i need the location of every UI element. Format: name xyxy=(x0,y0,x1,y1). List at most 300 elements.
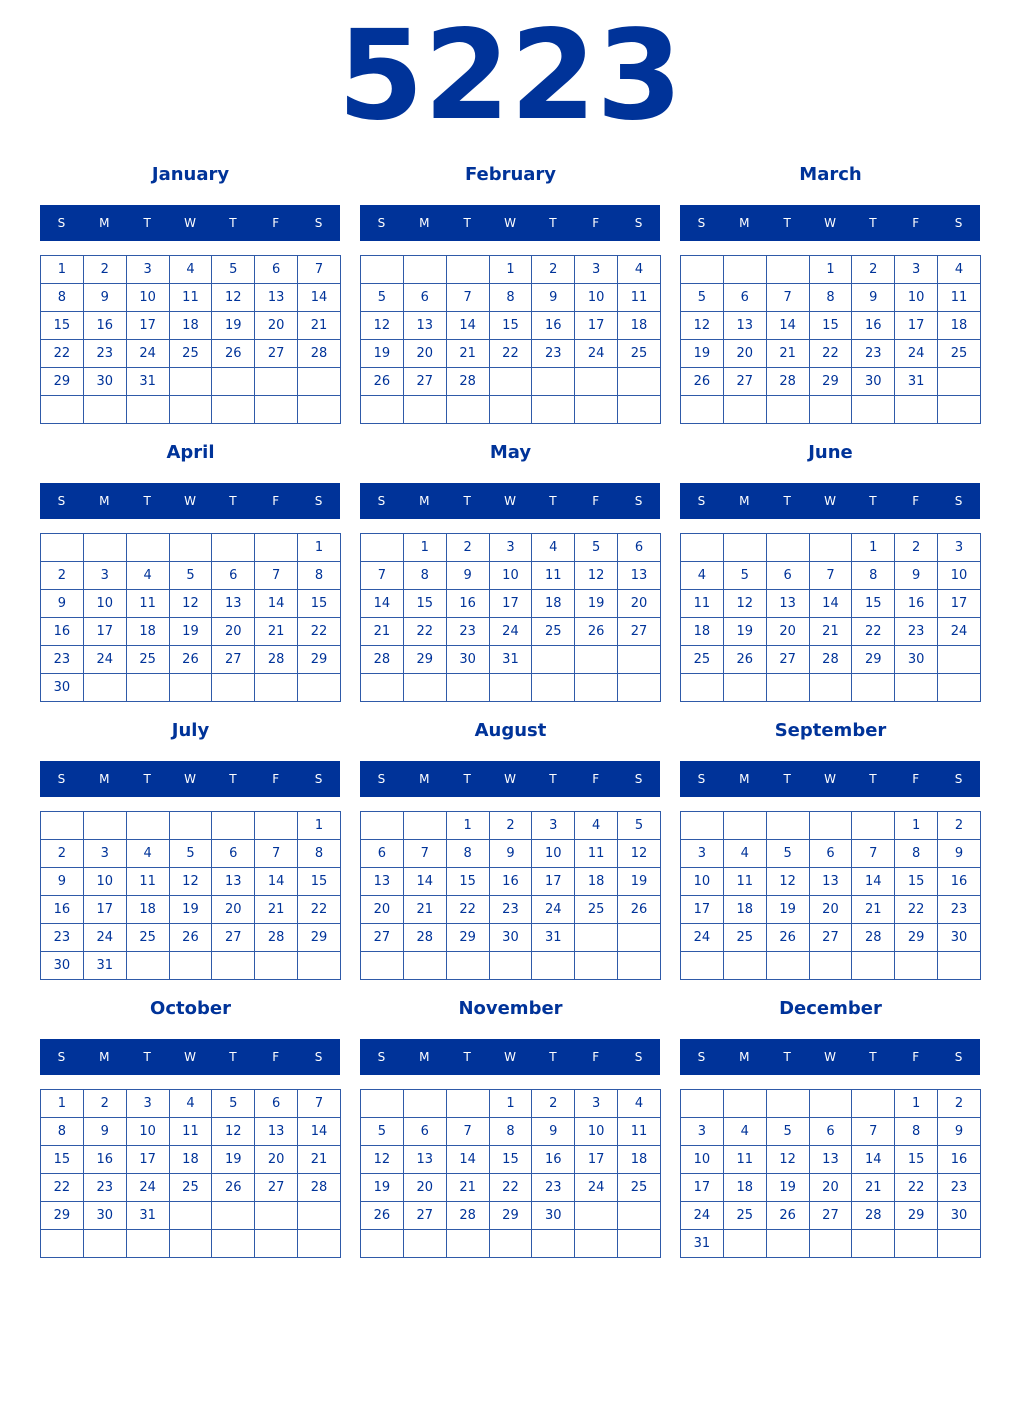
weekday-label: F xyxy=(272,216,280,230)
day-cell xyxy=(723,534,766,562)
day-cell: 4 xyxy=(169,1090,212,1118)
week-row xyxy=(41,674,341,702)
day-cell: 5 xyxy=(766,1118,809,1146)
day-cell: 28 xyxy=(255,924,298,952)
day-cell: 17 xyxy=(489,590,532,618)
weekday-label: T xyxy=(549,772,557,786)
day-cell: 13 xyxy=(212,868,255,896)
week-row xyxy=(361,562,661,590)
weekday-label: W xyxy=(824,1050,836,1064)
day-cell xyxy=(618,368,661,396)
day-cell: 7 xyxy=(809,562,852,590)
weekday-label: T xyxy=(143,216,151,230)
day-cell xyxy=(681,952,724,980)
weekday-label: T xyxy=(783,1050,791,1064)
day-cell: 19 xyxy=(212,312,255,340)
day-cell: 31 xyxy=(83,952,126,980)
day-cell: 3 xyxy=(681,840,724,868)
day-cell: 26 xyxy=(169,646,212,674)
day-cell: 10 xyxy=(938,562,981,590)
week-row xyxy=(681,674,981,702)
week-row xyxy=(361,674,661,702)
week-row xyxy=(41,534,341,562)
day-cell: 5 xyxy=(361,1118,404,1146)
day-cell: 3 xyxy=(938,534,981,562)
day-cell: 23 xyxy=(83,1174,126,1202)
day-cell xyxy=(489,952,532,980)
weekday-label: T xyxy=(229,494,237,508)
day-cell: 13 xyxy=(403,1146,446,1174)
weekday-header xyxy=(360,205,660,241)
day-cell: 26 xyxy=(766,924,809,952)
day-cell: 29 xyxy=(895,924,938,952)
week-row xyxy=(681,924,981,952)
day-cell: 7 xyxy=(298,256,341,284)
day-cell: 1 xyxy=(852,534,895,562)
day-cell: 4 xyxy=(169,256,212,284)
weekday-label: T xyxy=(549,494,557,508)
weekday-label: W xyxy=(504,772,516,786)
day-cell: 20 xyxy=(361,896,404,924)
day-cell: 27 xyxy=(403,1202,446,1230)
day-cell: 16 xyxy=(41,618,84,646)
day-cell: 23 xyxy=(41,924,84,952)
day-cell xyxy=(575,924,618,952)
day-cell: 10 xyxy=(489,562,532,590)
day-cell xyxy=(809,952,852,980)
day-cell: 20 xyxy=(255,1146,298,1174)
weekday-label: S xyxy=(57,494,66,508)
day-cell xyxy=(212,396,255,424)
day-cell xyxy=(212,674,255,702)
day-cell: 24 xyxy=(895,340,938,368)
day-cell xyxy=(766,1230,809,1258)
day-cell: 21 xyxy=(852,1174,895,1202)
day-cell: 7 xyxy=(852,1118,895,1146)
day-cell xyxy=(169,812,212,840)
day-cell xyxy=(126,1230,169,1258)
day-cell: 24 xyxy=(575,1174,618,1202)
day-cell xyxy=(938,1230,981,1258)
day-cell: 11 xyxy=(723,1146,766,1174)
day-cell: 29 xyxy=(41,368,84,396)
day-cell: 27 xyxy=(403,368,446,396)
day-cell xyxy=(212,368,255,396)
day-cell: 10 xyxy=(83,868,126,896)
day-cell: 26 xyxy=(723,646,766,674)
day-cell: 21 xyxy=(255,618,298,646)
day-cell xyxy=(169,952,212,980)
week-row xyxy=(41,952,341,980)
day-cell xyxy=(618,396,661,424)
day-cell: 4 xyxy=(126,562,169,590)
week-row xyxy=(681,812,981,840)
day-cell: 19 xyxy=(681,340,724,368)
day-cell: 27 xyxy=(212,646,255,674)
day-cell: 8 xyxy=(403,562,446,590)
weekday-label: S xyxy=(954,216,963,230)
day-cell: 10 xyxy=(126,1118,169,1146)
week-row xyxy=(41,284,341,312)
day-cell: 12 xyxy=(212,284,255,312)
day-cell: 4 xyxy=(681,562,724,590)
day-cell: 1 xyxy=(809,256,852,284)
day-cell: 3 xyxy=(681,1118,724,1146)
day-cell: 30 xyxy=(852,368,895,396)
day-cell: 3 xyxy=(126,1090,169,1118)
day-cell xyxy=(938,646,981,674)
day-cell: 10 xyxy=(532,840,575,868)
day-cell: 3 xyxy=(83,562,126,590)
weekday-label: S xyxy=(954,1050,963,1064)
weekday-label: T xyxy=(783,494,791,508)
day-cell: 14 xyxy=(809,590,852,618)
week-row xyxy=(361,812,661,840)
day-cell: 19 xyxy=(169,618,212,646)
day-cell: 26 xyxy=(212,340,255,368)
day-cell: 14 xyxy=(766,312,809,340)
day-cell: 8 xyxy=(489,284,532,312)
day-cell: 16 xyxy=(489,868,532,896)
weekday-label: M xyxy=(739,772,750,786)
weekday-label: M xyxy=(99,494,110,508)
day-cell: 28 xyxy=(852,1202,895,1230)
day-cell: 2 xyxy=(446,534,489,562)
day-cell: 15 xyxy=(41,1146,84,1174)
day-cell: 20 xyxy=(618,590,661,618)
day-cell: 6 xyxy=(403,1118,446,1146)
weekday-label: F xyxy=(592,772,600,786)
day-grid xyxy=(680,533,981,702)
day-cell: 15 xyxy=(446,868,489,896)
day-cell: 31 xyxy=(126,1202,169,1230)
week-row xyxy=(41,1146,341,1174)
week-row xyxy=(41,312,341,340)
weekday-label: T xyxy=(869,1050,877,1064)
weekday-label: W xyxy=(504,494,516,508)
day-cell: 29 xyxy=(895,1202,938,1230)
day-cell: 18 xyxy=(126,896,169,924)
day-cell: 15 xyxy=(403,590,446,618)
day-cell: 7 xyxy=(361,562,404,590)
day-cell xyxy=(41,534,84,562)
day-cell: 1 xyxy=(895,812,938,840)
day-cell xyxy=(723,1090,766,1118)
day-cell xyxy=(298,1202,341,1230)
day-cell: 5 xyxy=(361,284,404,312)
day-cell: 28 xyxy=(298,1174,341,1202)
day-cell xyxy=(41,1230,84,1258)
day-cell: 22 xyxy=(852,618,895,646)
day-cell: 22 xyxy=(298,618,341,646)
day-cell: 23 xyxy=(852,340,895,368)
day-cell xyxy=(766,256,809,284)
day-cell: 20 xyxy=(809,1174,852,1202)
day-cell: 24 xyxy=(575,340,618,368)
day-cell: 27 xyxy=(766,646,809,674)
day-cell: 2 xyxy=(41,840,84,868)
day-cell: 9 xyxy=(852,284,895,312)
weekday-label: T xyxy=(229,1050,237,1064)
day-cell: 29 xyxy=(809,368,852,396)
day-cell: 20 xyxy=(723,340,766,368)
day-cell: 29 xyxy=(489,1202,532,1230)
day-cell xyxy=(852,1230,895,1258)
day-cell: 20 xyxy=(403,340,446,368)
week-row xyxy=(41,562,341,590)
day-cell: 11 xyxy=(169,1118,212,1146)
day-cell: 17 xyxy=(575,1146,618,1174)
weekday-label: W xyxy=(824,772,836,786)
day-cell: 10 xyxy=(126,284,169,312)
day-cell: 12 xyxy=(361,312,404,340)
weekday-label: T xyxy=(463,216,471,230)
weekday-label: T xyxy=(869,494,877,508)
day-cell: 31 xyxy=(895,368,938,396)
weekday-label: M xyxy=(419,216,430,230)
day-cell: 2 xyxy=(532,1090,575,1118)
day-cell: 18 xyxy=(723,1174,766,1202)
day-cell xyxy=(298,1230,341,1258)
day-cell: 5 xyxy=(575,534,618,562)
day-cell: 5 xyxy=(212,256,255,284)
day-cell xyxy=(403,256,446,284)
day-cell xyxy=(895,952,938,980)
weekday-label: T xyxy=(869,772,877,786)
day-cell: 14 xyxy=(446,1146,489,1174)
day-cell xyxy=(532,1230,575,1258)
day-cell: 19 xyxy=(766,896,809,924)
day-cell xyxy=(255,1230,298,1258)
day-cell: 12 xyxy=(169,590,212,618)
day-grid xyxy=(360,255,661,424)
day-cell: 4 xyxy=(126,840,169,868)
day-cell xyxy=(361,534,404,562)
day-cell xyxy=(809,534,852,562)
day-cell: 28 xyxy=(298,340,341,368)
day-cell: 18 xyxy=(575,868,618,896)
day-cell: 4 xyxy=(723,840,766,868)
day-cell: 15 xyxy=(41,312,84,340)
week-row xyxy=(361,896,661,924)
weekday-label: F xyxy=(592,216,600,230)
day-cell: 18 xyxy=(681,618,724,646)
week-row xyxy=(361,590,661,618)
day-cell xyxy=(489,396,532,424)
day-cell: 19 xyxy=(361,340,404,368)
day-cell: 6 xyxy=(212,840,255,868)
day-cell: 2 xyxy=(83,256,126,284)
day-cell: 19 xyxy=(766,1174,809,1202)
day-grid xyxy=(360,1089,661,1258)
day-cell: 1 xyxy=(489,1090,532,1118)
week-row xyxy=(41,1118,341,1146)
day-cell xyxy=(41,812,84,840)
day-cell: 14 xyxy=(298,284,341,312)
day-cell xyxy=(618,1230,661,1258)
day-cell: 22 xyxy=(41,1174,84,1202)
day-cell xyxy=(618,646,661,674)
day-cell: 27 xyxy=(361,924,404,952)
weekday-label: T xyxy=(143,494,151,508)
day-cell: 30 xyxy=(489,924,532,952)
day-cell: 25 xyxy=(169,1174,212,1202)
weekday-label: M xyxy=(739,216,750,230)
day-cell: 13 xyxy=(255,284,298,312)
day-cell: 4 xyxy=(532,534,575,562)
day-cell xyxy=(532,368,575,396)
day-cell: 24 xyxy=(681,1202,724,1230)
day-cell: 23 xyxy=(532,340,575,368)
day-cell xyxy=(403,1090,446,1118)
week-row xyxy=(361,1230,661,1258)
day-cell: 11 xyxy=(126,868,169,896)
day-cell: 17 xyxy=(575,312,618,340)
day-cell xyxy=(169,1230,212,1258)
day-cell: 12 xyxy=(212,1118,255,1146)
weekday-label: F xyxy=(272,494,280,508)
weekday-label: S xyxy=(634,772,643,786)
weekday-label: S xyxy=(377,494,386,508)
day-cell: 18 xyxy=(126,618,169,646)
month-title: November xyxy=(458,998,563,1019)
day-cell: 27 xyxy=(723,368,766,396)
weekday-label: M xyxy=(419,772,430,786)
week-row xyxy=(681,840,981,868)
day-cell: 8 xyxy=(809,284,852,312)
week-row xyxy=(361,646,661,674)
day-cell: 30 xyxy=(41,674,84,702)
week-row xyxy=(681,256,981,284)
day-grid xyxy=(40,811,341,980)
day-cell xyxy=(809,396,852,424)
day-cell xyxy=(809,1090,852,1118)
day-cell xyxy=(852,1090,895,1118)
day-cell: 2 xyxy=(489,812,532,840)
day-cell: 18 xyxy=(618,1146,661,1174)
day-cell: 1 xyxy=(895,1090,938,1118)
week-row xyxy=(41,896,341,924)
day-cell: 14 xyxy=(852,868,895,896)
week-row xyxy=(41,340,341,368)
week-row xyxy=(41,368,341,396)
weekday-header xyxy=(360,1039,660,1075)
day-cell xyxy=(126,812,169,840)
day-cell: 5 xyxy=(169,840,212,868)
day-cell xyxy=(83,396,126,424)
day-cell xyxy=(723,1230,766,1258)
day-grid xyxy=(680,255,981,424)
day-cell: 7 xyxy=(298,1090,341,1118)
day-cell xyxy=(83,1230,126,1258)
weekday-label: S xyxy=(697,216,706,230)
day-cell: 16 xyxy=(852,312,895,340)
day-cell: 16 xyxy=(83,312,126,340)
day-cell: 28 xyxy=(446,1202,489,1230)
day-cell xyxy=(446,952,489,980)
day-cell: 7 xyxy=(255,562,298,590)
day-cell: 21 xyxy=(403,896,446,924)
day-grid xyxy=(360,811,661,980)
day-cell: 2 xyxy=(895,534,938,562)
week-row xyxy=(681,562,981,590)
day-cell: 16 xyxy=(532,312,575,340)
day-cell xyxy=(126,674,169,702)
day-cell xyxy=(255,952,298,980)
day-cell: 15 xyxy=(852,590,895,618)
day-cell: 20 xyxy=(255,312,298,340)
day-cell xyxy=(852,812,895,840)
day-cell: 12 xyxy=(766,868,809,896)
day-cell: 19 xyxy=(618,868,661,896)
day-cell xyxy=(681,1090,724,1118)
day-cell xyxy=(766,674,809,702)
day-cell: 17 xyxy=(681,896,724,924)
day-cell: 21 xyxy=(298,312,341,340)
day-cell xyxy=(575,952,618,980)
day-cell xyxy=(852,952,895,980)
day-cell: 31 xyxy=(532,924,575,952)
day-cell: 26 xyxy=(361,368,404,396)
day-cell: 1 xyxy=(403,534,446,562)
day-cell: 14 xyxy=(255,868,298,896)
day-cell xyxy=(681,812,724,840)
day-cell: 12 xyxy=(681,312,724,340)
weekday-label: T xyxy=(783,772,791,786)
week-row xyxy=(681,618,981,646)
weekday-label: S xyxy=(57,1050,66,1064)
week-row xyxy=(681,590,981,618)
day-cell: 15 xyxy=(489,1146,532,1174)
weekday-label: T xyxy=(229,216,237,230)
week-row xyxy=(361,924,661,952)
day-cell: 11 xyxy=(169,284,212,312)
week-row xyxy=(41,812,341,840)
day-cell: 28 xyxy=(403,924,446,952)
weekday-label: T xyxy=(869,216,877,230)
day-cell: 20 xyxy=(212,896,255,924)
day-cell xyxy=(938,674,981,702)
week-row xyxy=(681,1090,981,1118)
day-cell: 17 xyxy=(83,618,126,646)
day-cell: 6 xyxy=(361,840,404,868)
day-cell: 23 xyxy=(41,646,84,674)
day-cell: 4 xyxy=(618,1090,661,1118)
day-cell xyxy=(446,1230,489,1258)
weekday-label: F xyxy=(592,494,600,508)
day-cell xyxy=(895,396,938,424)
day-cell: 21 xyxy=(809,618,852,646)
day-cell xyxy=(83,812,126,840)
day-cell: 6 xyxy=(809,1118,852,1146)
day-cell: 6 xyxy=(723,284,766,312)
day-cell xyxy=(575,1230,618,1258)
day-cell xyxy=(895,674,938,702)
day-cell xyxy=(809,1230,852,1258)
weekday-label: S xyxy=(697,1050,706,1064)
day-cell: 21 xyxy=(446,1174,489,1202)
weekday-label: W xyxy=(504,1050,516,1064)
day-cell xyxy=(169,534,212,562)
day-cell xyxy=(361,674,404,702)
day-cell: 25 xyxy=(575,896,618,924)
month-title: September xyxy=(774,720,887,741)
week-row xyxy=(361,840,661,868)
week-row xyxy=(681,368,981,396)
day-cell: 25 xyxy=(618,1174,661,1202)
weekday-label: S xyxy=(634,1050,643,1064)
day-cell xyxy=(681,674,724,702)
